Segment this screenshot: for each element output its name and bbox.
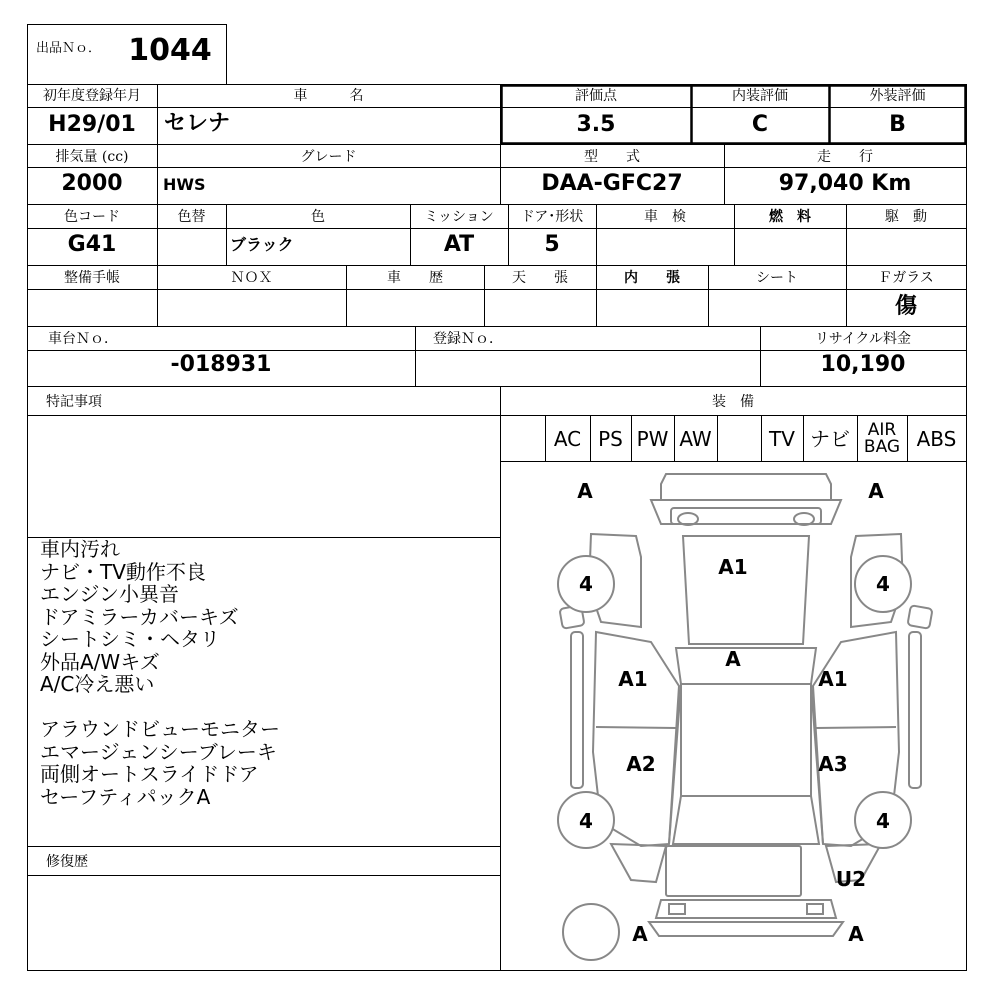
equipment-ac: AC — [553, 426, 582, 451]
maintenance-record-label: 整備手帳 — [64, 270, 120, 286]
equipment-pw: PW — [636, 426, 669, 451]
special-notes-list — [40, 538, 495, 808]
color-label: 色 — [311, 209, 325, 225]
lot-number-label: 出品Ｎｏ． — [36, 41, 102, 56]
equipment-navi: ナビ — [810, 426, 850, 451]
damage-windshield: A — [725, 647, 741, 671]
vehicle-history-label: 車 歴 — [387, 270, 443, 286]
front-glass-value: 傷 — [894, 293, 917, 319]
fuel-label: 燃 料 — [769, 209, 811, 225]
model-code-label: 型 式 — [584, 149, 640, 165]
equipment-label: 装 備 — [712, 394, 754, 410]
equipment-abs: ABS — [916, 426, 957, 451]
model-code-value: DAA-GFC27 — [541, 171, 683, 196]
note-line: シートシミ・ヘタリ — [40, 627, 220, 651]
car-damage-diagram — [501, 462, 966, 970]
transmission-label: ミッション — [424, 209, 494, 225]
note-line: 車内汚れ — [40, 537, 120, 561]
damage-rear-right-quarter: U2 — [835, 867, 867, 891]
damage-hood: A1 — [718, 555, 748, 579]
note-line: エンジン小異音 — [40, 582, 179, 606]
nox-label: ＮＯＸ — [230, 270, 273, 286]
equipment-airbag-line2: BAG — [863, 436, 901, 457]
chassis-number-value: -018931 — [170, 352, 272, 377]
first-registration-label: 初年度登録年月 — [43, 88, 141, 104]
tire-rear-left: 4 — [579, 809, 593, 833]
interior-grade-value: C — [751, 112, 769, 137]
recycle-fee-label: リサイクル料金 — [814, 331, 912, 347]
note-line: A/C冷え悪い — [40, 672, 155, 696]
car-name-value: セレナ — [164, 111, 231, 136]
grade-label: グレード — [300, 149, 357, 165]
exterior-grade-value: B — [889, 112, 906, 137]
equipment-blank-2 — [717, 416, 761, 461]
score-label: 評価点 — [575, 88, 617, 104]
mileage-label: 走 行 — [817, 149, 873, 165]
tire-front-left: 4 — [579, 572, 593, 596]
note-line: ドアミラーカバーキズ — [40, 604, 239, 629]
door-shape-value: 5 — [544, 232, 560, 257]
inspection-label: 車 検 — [644, 209, 686, 225]
seat-label: シート — [756, 270, 798, 286]
front-glass-label: Ｆガラス — [878, 270, 934, 286]
damage-front-left: A — [577, 479, 593, 503]
mileage-value: 97,040 Km — [778, 171, 912, 196]
roof-lining-label: 天 張 — [512, 270, 568, 286]
equipment-tv: TV — [769, 426, 795, 451]
color-code-value: G41 — [67, 232, 117, 257]
transmission-value: AT — [443, 232, 475, 257]
interior-lining-label: 内 張 — [624, 270, 680, 286]
recycle-fee-value: 10,190 — [820, 352, 906, 377]
damage-left-front-door: A1 — [618, 667, 648, 691]
note-line: アラウンドビューモニター — [40, 717, 280, 741]
note-line: 両側オートスライドドア — [40, 762, 259, 786]
score-value: 3.5 — [576, 112, 616, 137]
note-line — [40, 696, 495, 719]
color-code-label: 色コード — [64, 209, 120, 225]
lot-number-value: 1044 — [128, 33, 212, 68]
special-notes-label: 特記事項 — [46, 394, 102, 410]
tire-front-right: 4 — [876, 572, 890, 596]
damage-front-right: A — [868, 479, 884, 503]
note-line: 外品A/Wキズ — [40, 649, 160, 674]
damage-rear-left: A — [632, 922, 648, 946]
damage-rear-right: A — [848, 922, 864, 946]
color-change-label: 色替 — [177, 209, 206, 225]
equipment-aw: AW — [679, 426, 712, 451]
damage-right-front-door: A1 — [818, 667, 848, 691]
registration-number-label: 登録Ｎｏ． — [433, 331, 503, 347]
equipment-airbag-line1: AIR — [867, 419, 897, 440]
first-registration-value: H29/01 — [48, 112, 136, 137]
exterior-grade-label: 外装評価 — [869, 88, 926, 104]
note-line: ナビ・TV動作不良 — [40, 559, 206, 584]
equipment-blank-1 — [501, 416, 545, 461]
grade-value: HWS — [163, 175, 206, 194]
tire-rear-right: 4 — [876, 809, 890, 833]
damage-right-rear-door: A3 — [818, 752, 848, 776]
color-value: ブラック — [230, 235, 294, 254]
equipment-ps: PS — [598, 426, 623, 451]
car-name-label: 車 名 — [293, 88, 364, 104]
drive-label: 駆 動 — [885, 209, 927, 225]
displacement-value: 2000 — [61, 171, 123, 196]
damage-left-rear-door: A2 — [626, 752, 656, 776]
displacement-label: 排気量 (cc) — [55, 149, 129, 165]
equipment-airbag — [857, 416, 907, 461]
note-line: エマージェンシーブレーキ — [40, 739, 277, 764]
door-shape-label: ドア･形状 — [520, 209, 584, 225]
interior-grade-label: 内装評価 — [732, 88, 788, 104]
note-line: セーフティパックA — [40, 784, 211, 809]
chassis-number-label: 車台Ｎｏ． — [48, 331, 118, 347]
repair-history-label: 修復歴 — [46, 854, 88, 870]
